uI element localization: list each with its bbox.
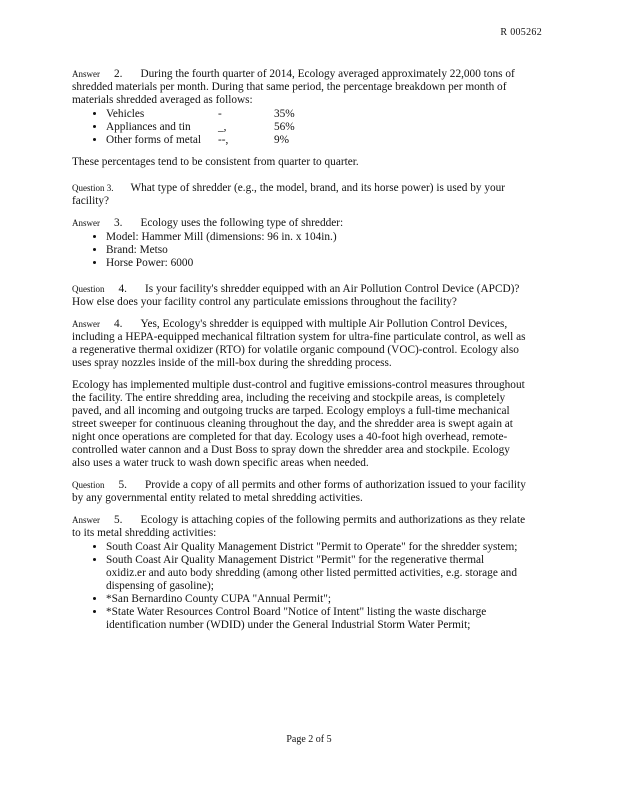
separator: -: [218, 108, 222, 120]
material-breakdown-list: [72, 108, 526, 147]
list-item: • South Coast Air Quality Management District "Permit to Operate" for the shredder system;: [106, 541, 526, 554]
answer-4: [72, 318, 526, 370]
answer-text: Ecology uses the following type of shredder:: [140, 217, 344, 229]
answer-2: [72, 68, 526, 107]
bates-stamp: R 005262: [500, 27, 542, 38]
question-3: [72, 182, 526, 208]
question-number: 5.: [118, 479, 127, 491]
list-item: [106, 108, 526, 121]
answer-number: 2.: [114, 68, 123, 80]
answer-number: 5.: [114, 514, 123, 526]
answer-3: [72, 217, 526, 230]
question-4: [72, 283, 526, 309]
list-item: • Brand: Metso: [106, 244, 526, 257]
question-label: Question: [72, 480, 105, 490]
list-item: • South Coast Air Quality Management District "Permit" for the regenerative thermal oxidiz.er and auto body shredding (among other listed permitted activities, e.g. storage and dispensing of gasoline);: [106, 554, 526, 593]
question-text: Is your facility's shredder equipped with an Air Pollution Control Device (APCD)? How else does your facility control any particulate emissions throughout the facility?: [72, 283, 520, 308]
answer-5: [72, 514, 526, 540]
question-text: Provide a copy of all permits and other forms of authorization issued to your facility by any governmental entity related to metal shredding activities.: [72, 479, 526, 504]
permits-list: [72, 541, 526, 632]
separator: _,: [218, 121, 227, 133]
material-name: • Vehicles: [106, 108, 145, 120]
answer-text: During the fourth quarter of 2014, Ecology averaged approximately 22,000 tons of shredded materials per month. During that same period, the percentage breakdown per month of materials shredded averaged as follows:: [72, 68, 515, 106]
dust-control-paragraph: Ecology has implemented multiple dust-control and fugitive emissions-control measures throughout the facility. The entire shredding area, including the receiving and stockpile areas, is completely paved, and all incoming and outgoing trucks are tarped. Ecology employs a full-time mechanical street sweeper for continuous cleaning throughout the day, and the shredder area is swept again at night once operations are completed for that day. Ecology uses a 40-foot high overhead, remote-controlled water cannon and a Dust Boss to spray down the shredder area and stockpile. Ecology also uses a water truck to wash down specific areas when needed.: [72, 379, 525, 469]
list-item: • Horse Power: 6000: [106, 257, 526, 270]
answer-number: 4.: [114, 318, 123, 330]
page-number: Page 2 of 5: [286, 734, 332, 745]
answer-number: 3.: [114, 217, 123, 229]
material-name: • Appliances and tin: [106, 121, 191, 133]
document-body: [72, 68, 526, 632]
answer-text: Yes, Ecology's shredder is equipped with multiple Air Pollution Control Devices, including a HEPA-equipped mechanical filtration system for ultra-fine particulate control, as well as a regenerative thermal oxidizer (RTO) for volatile organic compound (VOC)-control. Ecology also uses spray nozzles inside of the mill-box during the shredding process.: [72, 318, 526, 369]
question-5: [72, 479, 526, 505]
material-percent: 9%: [274, 134, 290, 146]
list-item: • *State Water Resources Control Board "Notice of Intent" listing the waste discharge identification number (WDID) under the General Industrial Storm Water Permit;: [106, 606, 526, 632]
list-item: [106, 134, 526, 147]
answer-text: Ecology is attaching copies of the following permits and authorizations as they relate to its metal shredding activities:: [72, 514, 526, 539]
list-item: [106, 121, 526, 134]
question-label: Question 3.: [72, 183, 114, 193]
answer-label: Answer: [72, 319, 100, 329]
list-item: • Model: Hammer Mill (dimensions: 96 in. x 104in.): [106, 231, 526, 244]
note-paragraph: These percentages tend to be consistent from quarter to quarter.: [72, 156, 359, 168]
list-item: • *San Bernardino County CUPA "Annual Permit";: [106, 593, 526, 606]
shredder-spec-list: [72, 231, 526, 270]
separator: --,: [218, 134, 229, 146]
question-label: Question: [72, 284, 105, 294]
answer-label: Answer: [72, 515, 100, 525]
question-number: 4.: [118, 283, 127, 295]
material-percent: 35%: [274, 108, 295, 120]
answer-label: Answer: [72, 69, 100, 79]
material-percent: 56%: [274, 121, 295, 133]
material-name: • Other forms of metal: [106, 134, 202, 146]
answer-label: Answer: [72, 218, 100, 228]
question-text: What type of shredder (e.g., the model, brand, and its horse power) is used by your facility?: [72, 182, 506, 207]
